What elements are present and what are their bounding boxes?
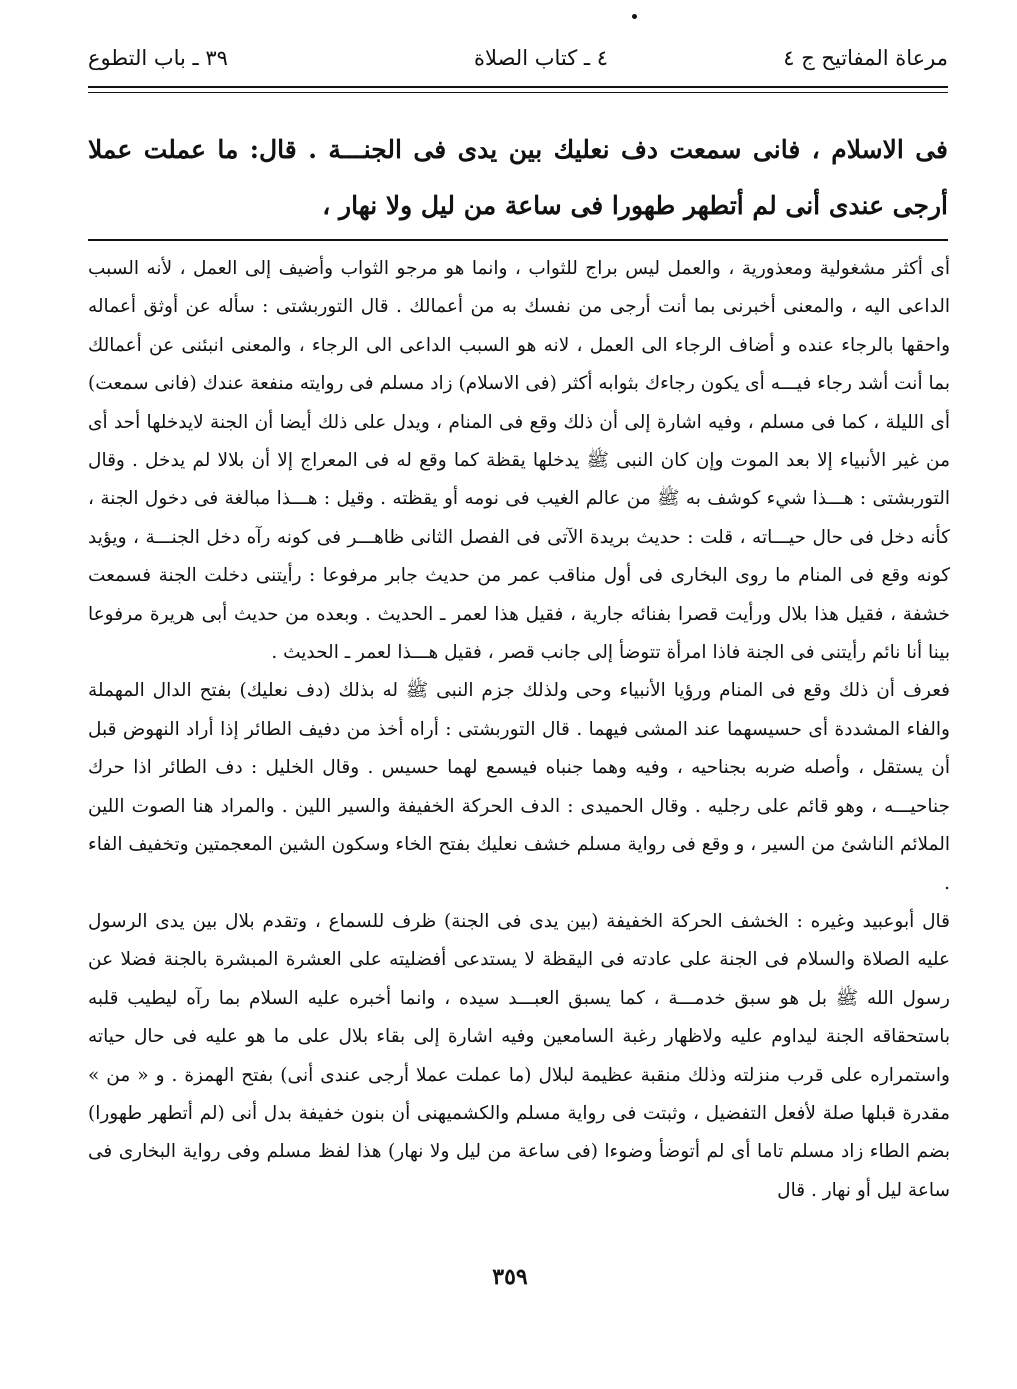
- hadith-text: فى الاسلام ، فانى سمعت دف نعليك بين يدى فى الجنـــة . قال: ما عملت عملا أرجى عندى أنى لم أتطهر طهورا فى ساعة من ليل ولا نهار ،: [88, 135, 948, 220]
- header-section: ٣٩ ـ باب التطوع: [88, 46, 228, 70]
- header-rule-thick: [88, 86, 948, 88]
- header-rule-thin: [88, 92, 948, 93]
- page-number: ٣٥٩: [492, 1264, 528, 1290]
- commentary-body: [88, 250, 950, 1250]
- commentary-paragraph: أى أكثر مشغولية ومعذورية ، والعمل ليس براج للثواب ، وانما هو مرجو الثواب وأضيف إلى العمل ، لأنه السبب الداعى اليه ، والمعنى أخبرنى بما أنت أرجى من نفسك به من أعمالك . قال التوربشتى : سأله عن أوثق أعماله واحقها بالرجاء عنده و أضاف الرجاء الى العمل ، لانه هو السبب الداعى الى الرجاء ، والمعنى انبئنى عن أعمالك بما أنت أشد رجاء فيـــه أى يكون رجاءك بثوابه أكثر (فى الاسلام) زاد مسلم فى روايته منفعة عندك (فانى سمعت) أى الليلة ، كما فى مسلم ، وفيه اشارة إلى أن ذلك وقع فى المنام ، ويدل على ذلك أيضا أن الجنة لايدخلها أحد أى من غير الأنبياء إلا بعد الموت وإن كان النبى ﷺ يدخلها يقظة كما وقع له فى المعراج إلا أن بلالا لم يدخل . وقال التوربشتى : هـــذا شيء كوشف به ﷺ من عالم الغيب فى نومه أو يقظته . وقيل : هـــذا مبالغة فى دخول الجنة ، كأنه دخل فى حال حيـــاته ، قلت : حديث بريدة الآتى فى الفصل الثانى ظاهـــر فى كونه رآه دخل الجنـــة ، ويؤيد كونه وقع فى المنام ما روى البخارى فى أول مناقب عمر من حديث جابر مرفوعا : رأيتنى دخلت الجنة فسمعت خشفة ، فقيل هذا بلال ورأيت قصرا بفنائه جارية ، فقيل هذا لعمر ـ الحديث . وبعده من حديث أبى هريرة مرفوعا بينا أنا نائم رأيتنى فى الجنة فاذا امرأة تتوضأ إلى جانب قصر ، فقيل هـــذا لعمر ـ الحديث .: [88, 258, 950, 664]
- header-book-title: مرعاة المفاتيح ج ٤: [783, 46, 948, 70]
- ink-dot: [632, 14, 637, 19]
- section-divider: [88, 239, 948, 241]
- running-header: [88, 40, 948, 80]
- commentary-paragraph: فعرف أن ذلك وقع فى المنام ورؤيا الأنبياء وحى ولذلك جزم النبى ﷺ له بذلك (دف نعليك) بفتح الدال المهملة والفاء المشددة أى حسيسهما عند المشى فيهما . قال التوربشتى : أراه أخذ من دفيف الطائر إذا أراد النهوض قبل أن يستقل ، وأصله ضربه بجناحيه ، وفيه وهما جنباه فيسمع لهما حسيس . وقال الخليل : دف الطائر اذا حرك جناحيـــه ، وهو قائم على رجليه . وقال الحميدى : الدف الحركة الخفيفة والسير اللين . والمراد هنا الصوت اللين الملائم الناشئ من السير ، و وقع فى رواية مسلم خشف نعليك بفتح الخاء وسكون الشين المعجمتين وتخفيف الفاء .: [88, 680, 950, 894]
- commentary-paragraph: قال أبوعبيد وغيره : الخشف الحركة الخفيفة (بين يدى فى الجنة) ظرف للسماع ، وتقدم بلال بين يدى الرسول عليه الصلاة والسلام فى الجنة على عادته فى اليقظة لا يستدعى أفضليته على العشرة المبشرة بالجنة فضلا عن رسول الله ﷺ بل هو سبق خدمـــة ، كما يسبق العبـــد سيده ، وانما أخبره عليه السلام بما رآه ليطيب قلبه باستحقاقه الجنة ليداوم عليه ولاظهار رغبة السامعين وفيه اشارة إلى بقاء بلال على ما هو عليه فى حال حياته واستمراره على قرب منزلته وذلك منقبة عظيمة لبلال (ما عملت عملا أرجى عندى أنى) بفتح الهمزة . و « من » مقدرة قبلها صلة لأفعل التفضيل ، وثبتت فى رواية مسلم والكشميهنى أن بنون خفيفة بدل أنى (لم أتطهر طهورا) بضم الطاء زاد مسلم تاما أى لم أتوضأ وضوءا (فى ساعة من ليل ولا نهار) هذا لفظ مسلم وفى رواية البخارى فى ساعة ليل أو نهار . قال: [88, 910, 950, 1201]
- header-chapter: ٤ ـ كتاب الصلاة: [474, 46, 608, 70]
